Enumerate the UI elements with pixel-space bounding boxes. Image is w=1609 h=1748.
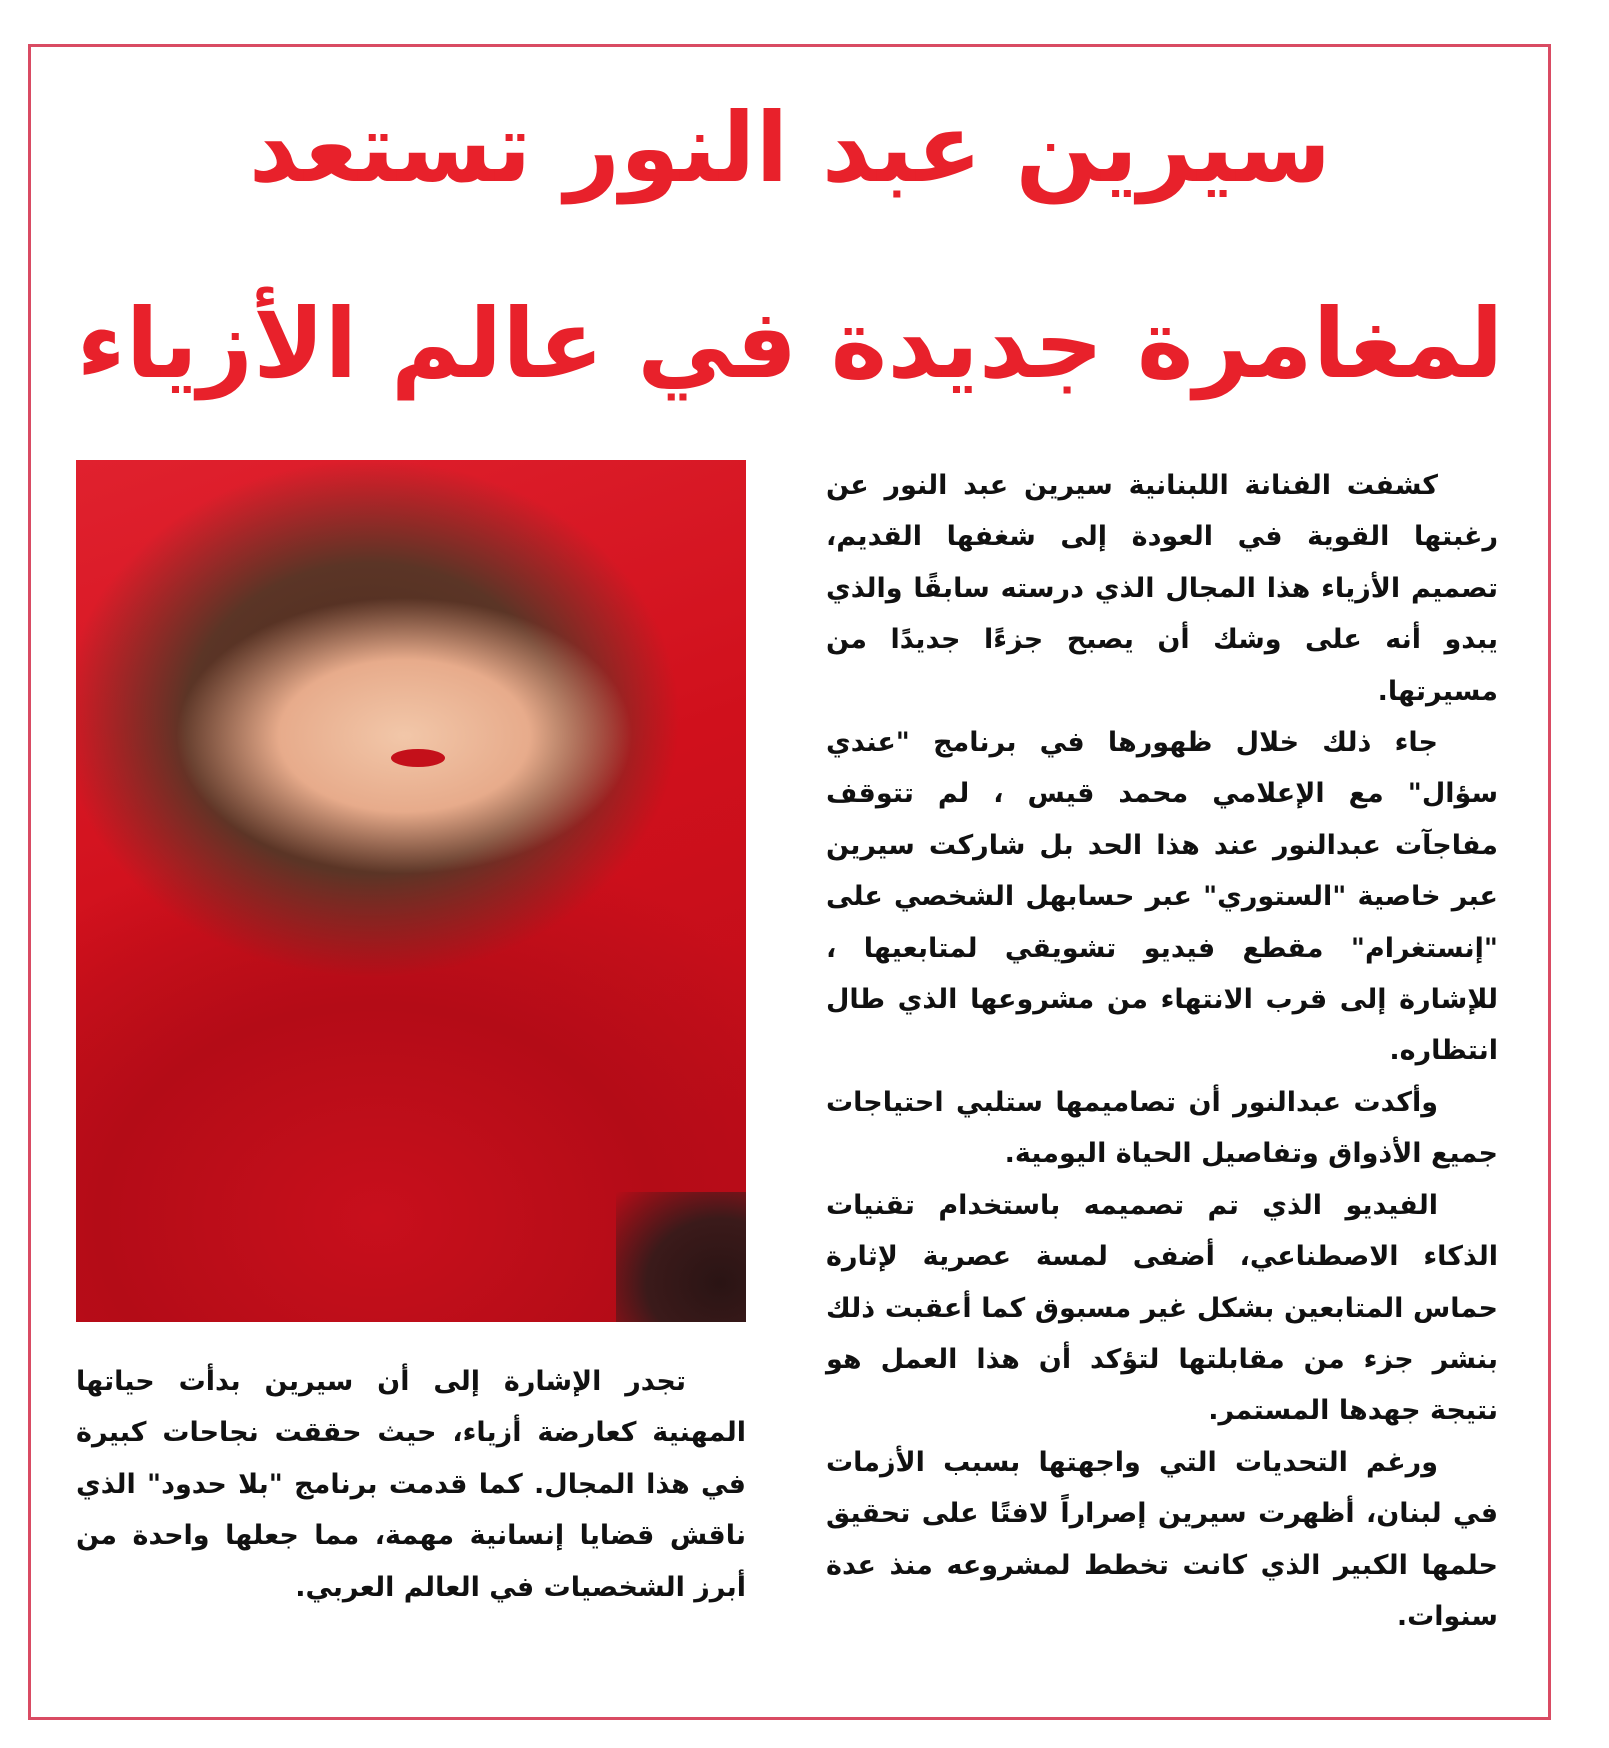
paragraph: تجدر الإشارة إلى أن سيرين بدأت حياتها المهنية كعارضة أزياء، حيث حققت نجاحات كبيرة في هذا المجال. كما قدمت برنامج "بلا حدود" الذي ناقش قضايا إنسانية مهمة، مما جعلها واحدة من أبرز الشخصيات في العالم العربي.	[76, 1366, 746, 1603]
portrait-photo	[76, 460, 746, 1322]
paragraph: وأكدت عبدالنور أن تصاميمها ستلبي احتياجات جميع الأذواق وتفاصيل الحياة اليومية.	[826, 1086, 1498, 1170]
article-right-column	[826, 460, 1498, 1642]
paragraph: ورغم التحديات التي واجهتها بسبب الأزمات في لبنان، أظهرت سيرين إصراراً لافتًا على تحقيق حلمها الكبير الذي كانت تخطط لمشروعه منذ عدة سنوات.	[826, 1446, 1498, 1632]
article-left-column	[76, 1356, 746, 1613]
paragraph: كشفت الفنانة اللبنانية سيرين عبد النور عن رغبتها القوية في العودة إلى شغفها القديم، تصميم الأزياء هذا المجال الذي درسته سابقًا والذي يبدو أنه على وشك أن يصبح جزءًا جديدًا من مسيرتها.	[826, 470, 1498, 707]
headline-line-1: سيرين عبد النور تستعد	[248, 92, 1332, 204]
headline-line-2: لمغامرة جديدة في عالم الأزياء	[76, 288, 1504, 400]
paragraph: الفيديو الذي تم تصميمه باستخدام تقنيات الذكاء الاصطناعي، أضفى لمسة عصرية لإثارة حماس المتابعين بشكل غير مسبوق كما أعقبت ذلك بنشر جزء من مقابلتها لتؤكد أن هذا العمل هو نتيجة جهدها المستمر.	[826, 1189, 1498, 1427]
photo-detail-chair	[616, 1192, 746, 1322]
photo-detail-lips	[391, 749, 445, 767]
paragraph: جاء ذلك خلال ظهورها في برنامج "عندي سؤال" مع الإعلامي محمد قيس ، لم تتوقف مفاجآت عبدالنور عند هذا الحد بل شاركت سيرين عبر خاصية "الستوري" عبر حسابهل الشخصي على "إنستغرام" مقطع فيديو تشويقي لمتابعيها ، للإشارة إلى قرب الانتهاء من مشروعها الذي طال انتظاره.	[826, 727, 1498, 1067]
